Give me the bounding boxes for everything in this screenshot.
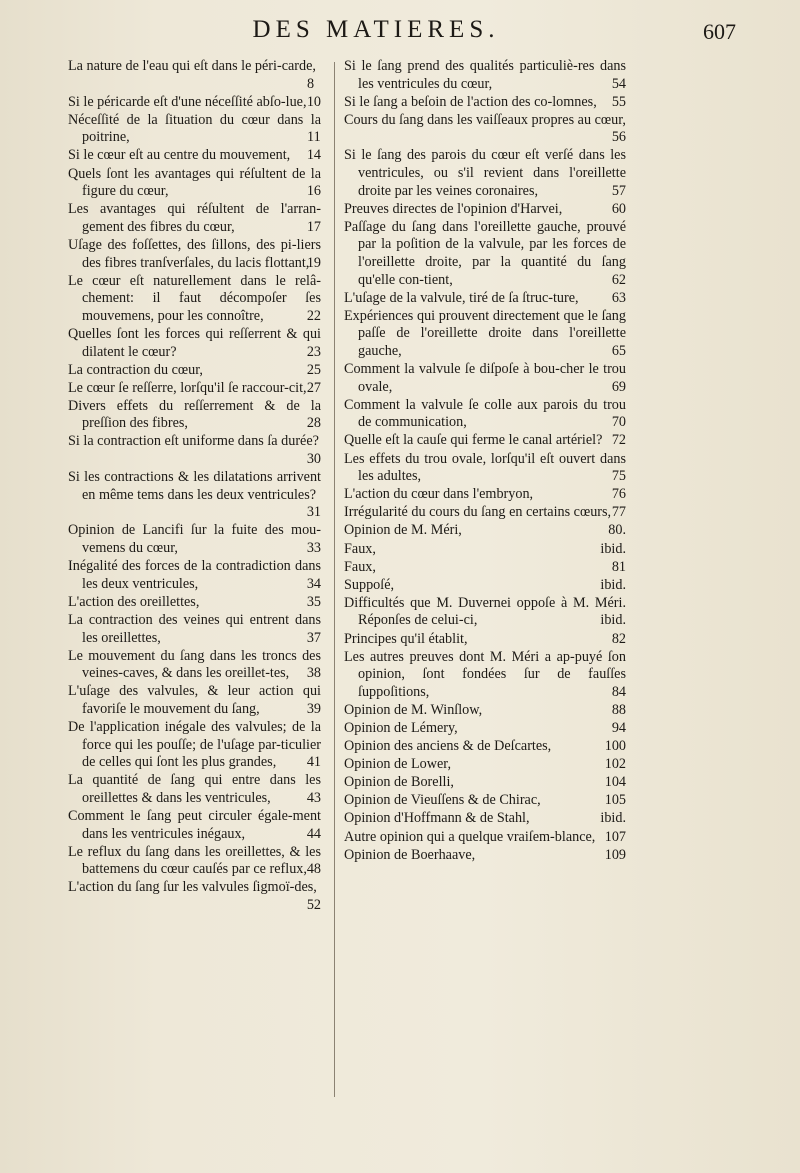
index-entry [68,808,321,843]
page-reference: 14 [306,147,321,164]
index-entry [344,792,626,810]
entry-text: Quels ſont les avantages qui réſultent de la figure du cœur, [68,165,321,200]
entry-text: Principes qu'il établit, [344,630,468,647]
index-entry [344,308,626,361]
page-reference: ibid. [600,810,626,827]
index-entry [344,810,626,828]
index-entry [68,380,321,398]
page-reference: 39 [306,700,321,717]
entry-text: Si le péricarde eſt d'une néceſſité abſo-lue, [68,93,307,110]
index-entry [344,774,626,792]
index-entry [68,166,321,201]
page-reference: 76 [611,486,626,503]
entry-text: Quelles ſont les forces qui reſſerrent & qui dilatent le cœur? [68,325,321,360]
page-reference: 80. [608,522,626,539]
entry-text: Quelle eſt la cauſe qui ferme le canal artériel? [344,432,603,449]
index-entry [344,756,626,774]
entry-text: Opinion de Lancifi ſur la fuite des mou-vemens du cœur, [68,522,321,557]
entry-text: Opinion de M. Méri, [344,522,462,539]
page-reference: 30 [306,451,321,468]
page-reference: 34 [306,575,321,592]
entry-text: La contraction des veines qui entrent dans les oreillettes, [68,611,321,646]
index-entry [68,433,321,468]
entry-text: Opinion d'Hoffmann & de Stahl, [344,810,530,827]
page-reference: 88 [611,701,626,718]
page-reference: 77 [611,504,626,521]
index-entry [344,738,626,756]
page-reference: 84 [611,683,626,700]
page-reference: 28 [306,415,321,432]
page-reference: 33 [306,540,321,557]
entry-text: Les autres preuves dont M. Méri a ap-puyé ſon opinion, ſont fondées ſur de fauſſes ſuppoſitions, [344,648,626,700]
page-reference: 17 [306,218,321,235]
page-reference: 62 [611,271,626,288]
index-entry [68,58,321,93]
index-entry [68,719,321,772]
index-entry [68,147,321,165]
page-reference: 57 [611,182,626,199]
entry-text: Comment la valvule ſe diſpoſe à bou-cher le trou ovale, [344,361,626,395]
index-entry [344,522,626,540]
entry-text: Expériences qui prouvent directement que le ſang paſſe de l'oreillette droite dans l'oreillette gauche, [344,307,626,359]
entry-text: Le cœur ſe reſſerre, lorſqu'il ſe raccour-cit, [68,379,307,396]
page-reference: 69 [611,378,626,395]
entry-text: Le mouvement du ſang dans les troncs des veines-caves, & dans les oreillet-tes, [68,647,321,682]
entry-text: Opinion de Lower, [344,756,451,773]
page-reference: 107 [604,828,626,845]
page-reference: 19 [306,254,321,271]
entry-text: Si le cœur eſt au centre du mouvement, [68,147,291,164]
entry-text: Irrégularité du cours du ſang en certains cœurs, [344,504,612,521]
entry-text: Le reflux du ſang dans les oreillettes, & les battemens du cœur cauſés par ce reflux, [68,843,321,878]
index-entry [344,219,626,289]
entry-text: Divers effets du reſſerrement & de la preſſion des fibres, [68,397,321,432]
entry-text: Cours du ſang dans les vaiſſeaux propres au cœur, [344,111,626,128]
page-reference: 63 [611,289,626,306]
index-entry [344,290,626,308]
page-reference: 37 [306,629,321,646]
entry-text: Paſſage du ſang dans l'oreillette gauche, prouvé par la poſition de la valvule, par les forces de l'oreillette droite, par la quantité du ſang qu'elle con-tient, [344,218,626,288]
index-entry [344,829,626,847]
page-reference: 70 [611,414,626,431]
index-entry [68,112,321,147]
entry-text: Difficultés que M. Duvernei oppoſe à M. Méri. Réponſes de celui-ci, [344,594,626,629]
index-entry [344,559,626,577]
page-reference: ibid. [600,540,626,557]
index-entry [68,683,321,718]
index-entry [344,541,626,559]
page-reference: 38 [306,665,321,682]
index-entry [68,362,321,380]
index-entry [344,649,626,702]
page-reference: 52 [306,896,321,913]
entry-text: Opinion de Vieuſſens & de Chirac, [344,792,541,809]
index-entry [344,720,626,738]
index-entry [344,595,626,630]
entry-text: Opinion de Borelli, [344,774,454,791]
entry-text: Si la contraction eſt uniforme dans ſa durée? [68,433,319,450]
entry-text: Autre opinion qui a quelque vraiſem-blance, [344,828,596,845]
page-reference: 100 [604,738,626,755]
entry-text: L'action du ſang ſur les valvules ſigmoï-des, [68,879,317,896]
index-entry [68,398,321,433]
page-reference: 56 [611,129,626,146]
index-entry [68,201,321,236]
page-reference: 54 [611,75,626,92]
index-entry [344,201,626,219]
index-entry [344,58,626,93]
page-reference: 109 [604,846,626,863]
page-reference: 35 [306,593,321,610]
entry-text: Si le ſang a beſoin de l'action des co-lomnes, [344,93,597,110]
page-reference: 43 [306,789,321,806]
index-entry [68,772,321,807]
page-reference: 94 [611,719,626,736]
page-reference: 81 [611,558,626,575]
page-reference: 82 [611,630,626,647]
page-reference: 104 [604,774,626,791]
index-entry [344,147,626,200]
entry-text: Suppoſé, [344,576,395,593]
running-title: DES MATIERES. [252,16,500,43]
page-reference: 31 [306,504,321,521]
page-reference: 65 [611,343,626,359]
page-reference: 72 [611,432,626,449]
page-reference: 11 [307,129,321,146]
entry-text: Opinion de Lémery, [344,719,458,736]
entry-text: Uſage des foſſettes, des ſillons, des pi-liers des fibres tranſverſales, du lacis flottant, [68,236,321,271]
entry-text: Néceſſité de la ſituation du cœur dans la poitrine, [68,111,321,146]
page-reference: 16 [306,183,321,200]
entry-text: Opinion de M. Winſlow, [344,701,483,718]
index-entry [68,273,321,326]
entry-text: Opinion de Boerhaave, [344,846,476,863]
page-reference: 23 [306,343,321,360]
entry-text: Faux, [344,558,376,575]
entry-text: L'action du cœur dans l'embryon, [344,486,534,503]
page-header [96,16,736,56]
page-reference: 75 [611,468,626,485]
page-reference: 105 [604,792,626,809]
index-entry [344,112,626,147]
page-reference: 41 [306,754,321,771]
index-entry [344,397,626,432]
index-entry [68,594,321,612]
page-reference: 102 [604,756,626,773]
index-entry [344,361,626,396]
page-reference: 44 [306,825,321,842]
entry-text: La nature de l'eau qui eſt dans le péri-carde, [68,58,316,74]
entry-text: Inégalité des forces de la contradiction dans les deux ventricules, [68,558,321,592]
index-column-left [68,58,321,915]
entry-text: De l'application inégale des valvules; de la force qui les pouſſe; de l'uſage par-ticulier de celles qui ſont les plus grandes, [68,718,321,771]
entry-text: Les effets du trou ovale, lorſqu'il eſt ouvert dans les adultes, [344,450,626,485]
page-reference: 60 [611,200,626,217]
entry-text: Le cœur eſt naturellement dans le relâ-chement: il faut décompoſer ſes mouvemens, pour les connoître, [68,272,321,324]
index-entry [68,469,321,522]
index-entry [68,612,321,647]
entry-text: Si les contractions & les dilatations arrivent en même tems dans les deux ventricules? [68,469,321,503]
index-entry [68,558,321,593]
page-reference: 48 [306,861,321,878]
index-entry [68,844,321,879]
index-entry [344,451,626,486]
index-entry [344,486,626,504]
entry-text: La contraction du cœur, [68,361,203,378]
index-entry [68,879,321,914]
index-entry [68,648,321,683]
index-entry [344,432,626,450]
entry-text: Si le ſang prend des qualités particuliè-res dans les ventricules du cœur, [344,58,626,92]
entry-text: Comment le ſang peut circuler égale-ment dans les ventricules inégaux, [68,807,321,842]
index-entry [344,504,626,522]
page-reference: 8 [307,75,315,92]
page-reference: 25 [306,361,321,378]
index-column-right [344,58,626,865]
index-entry [68,94,321,112]
index-entry [344,631,626,649]
entry-text: L'action des oreillettes, [68,593,200,610]
page-reference: 10 [306,93,321,110]
page-reference: 55 [611,93,626,110]
column-divider [334,62,335,1097]
page-reference: 22 [306,307,321,324]
page-reference: 27 [306,379,321,396]
entry-text: L'uſage de la valvule, tiré de ſa ſtruc-ture, [344,289,579,306]
page-number: 607 [703,19,736,44]
entry-text: Faux, [344,540,376,557]
index-entry [68,237,321,272]
index-entry [344,847,626,865]
page-reference: ibid. [600,576,626,593]
index-entry [68,326,321,361]
entry-text: Comment la valvule ſe colle aux parois du trou de communication, [344,396,626,431]
entry-text: Si le ſang des parois du cœur eſt verſé dans les ventricules, ou s'il revient dans l'oreillette droite par les veines coronaires, [344,147,626,199]
page-reference: ibid. [600,612,626,629]
index-entry [68,522,321,557]
entry-text: L'uſage des valvules, & leur action qui favoriſe le mouvement du ſang, [68,683,321,717]
entry-text: La quantité de ſang qui entre dans les oreillettes & dans les ventricules, [68,772,321,806]
index-entry [344,702,626,720]
index-entry [344,577,626,595]
entry-text: Preuves directes de l'opinion d'Harvei, [344,200,563,217]
entry-text: Les avantages qui réſultent de l'arran-gement des fibres du cœur, [68,201,321,235]
index-entry [344,94,626,112]
entry-text: Opinion des anciens & de Deſcartes, [344,738,552,755]
